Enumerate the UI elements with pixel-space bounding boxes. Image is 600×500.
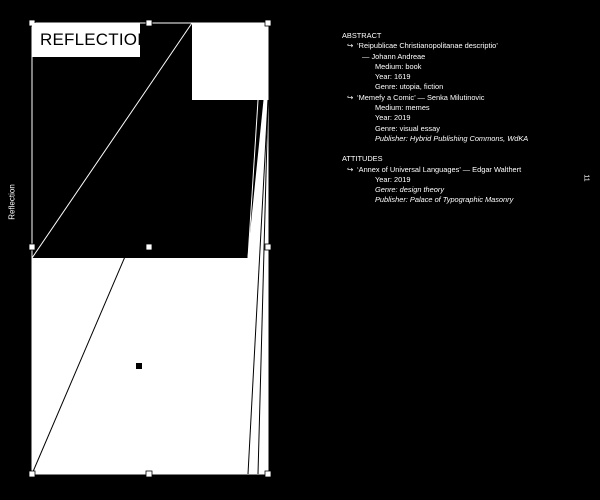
entry-title: ‘Reipublicae Christianopolitanae descriptio’ [357, 41, 498, 51]
entry-title: ‘Memefy a Comic’ — Senka Milutinovic [357, 92, 485, 102]
abstract-entry-1-author: — Johann Andreae [362, 51, 426, 61]
abstract-entry-2-year: Year: 2019 [375, 113, 411, 123]
handle-bottom-left[interactable] [29, 471, 35, 477]
handle-bottom-right[interactable] [265, 471, 271, 477]
arrow-icon: ↪ [347, 164, 354, 174]
abstract-entry-1-medium: Medium: book [375, 61, 422, 71]
page-number-text: 11 [582, 174, 590, 182]
top-right-white-block [192, 23, 268, 100]
figure-title: REFLECTION [32, 23, 140, 57]
handle-top-right[interactable] [265, 20, 271, 26]
center-point [136, 363, 142, 369]
perspective-line-1 [32, 23, 192, 258]
reflection-illustration [0, 0, 300, 495]
handle-middle-right[interactable] [265, 244, 271, 250]
handle-bottom-middle[interactable] [146, 471, 152, 477]
abstract-entry-2-genre: Genre: visual essay [375, 123, 440, 133]
attitudes-heading: ATTITUDES [342, 154, 383, 164]
attitudes-entry-1-year: Year: 2019 [375, 174, 411, 184]
attitudes-entry-1-publisher: Publisher: Palace of Typographic Masonry [375, 195, 514, 205]
entry-title: ‘Annex of Universal Languages’ — Edgar Walthert [357, 164, 522, 174]
attitudes-entry-1-title [342, 165, 592, 175]
bibliography-column [342, 31, 592, 206]
arrow-icon: ↪ [347, 92, 354, 102]
abstract-entry-2-medium: Medium: memes [375, 103, 430, 113]
abstract-entry-2-publisher: Publisher: Hybrid Publishing Commons, WdKA [375, 133, 529, 143]
abstract-entry-1-year: Year: 1619 [375, 72, 411, 82]
side-label-text: Reflection [7, 184, 17, 220]
abstract-entry-1-title [342, 41, 592, 51]
abstract-entry-2-title [342, 93, 592, 103]
reflection-drawing [0, 0, 300, 495]
attitudes-entry-1-genre: Genre: design theory [375, 185, 445, 195]
handle-center-top[interactable] [146, 244, 152, 250]
abstract-entry-1-genre: Genre: utopia, fiction [375, 82, 444, 92]
arrow-icon: ↪ [347, 41, 354, 51]
handle-middle-left[interactable] [29, 244, 35, 250]
abstract-heading: ABSTRACT [342, 31, 382, 40]
